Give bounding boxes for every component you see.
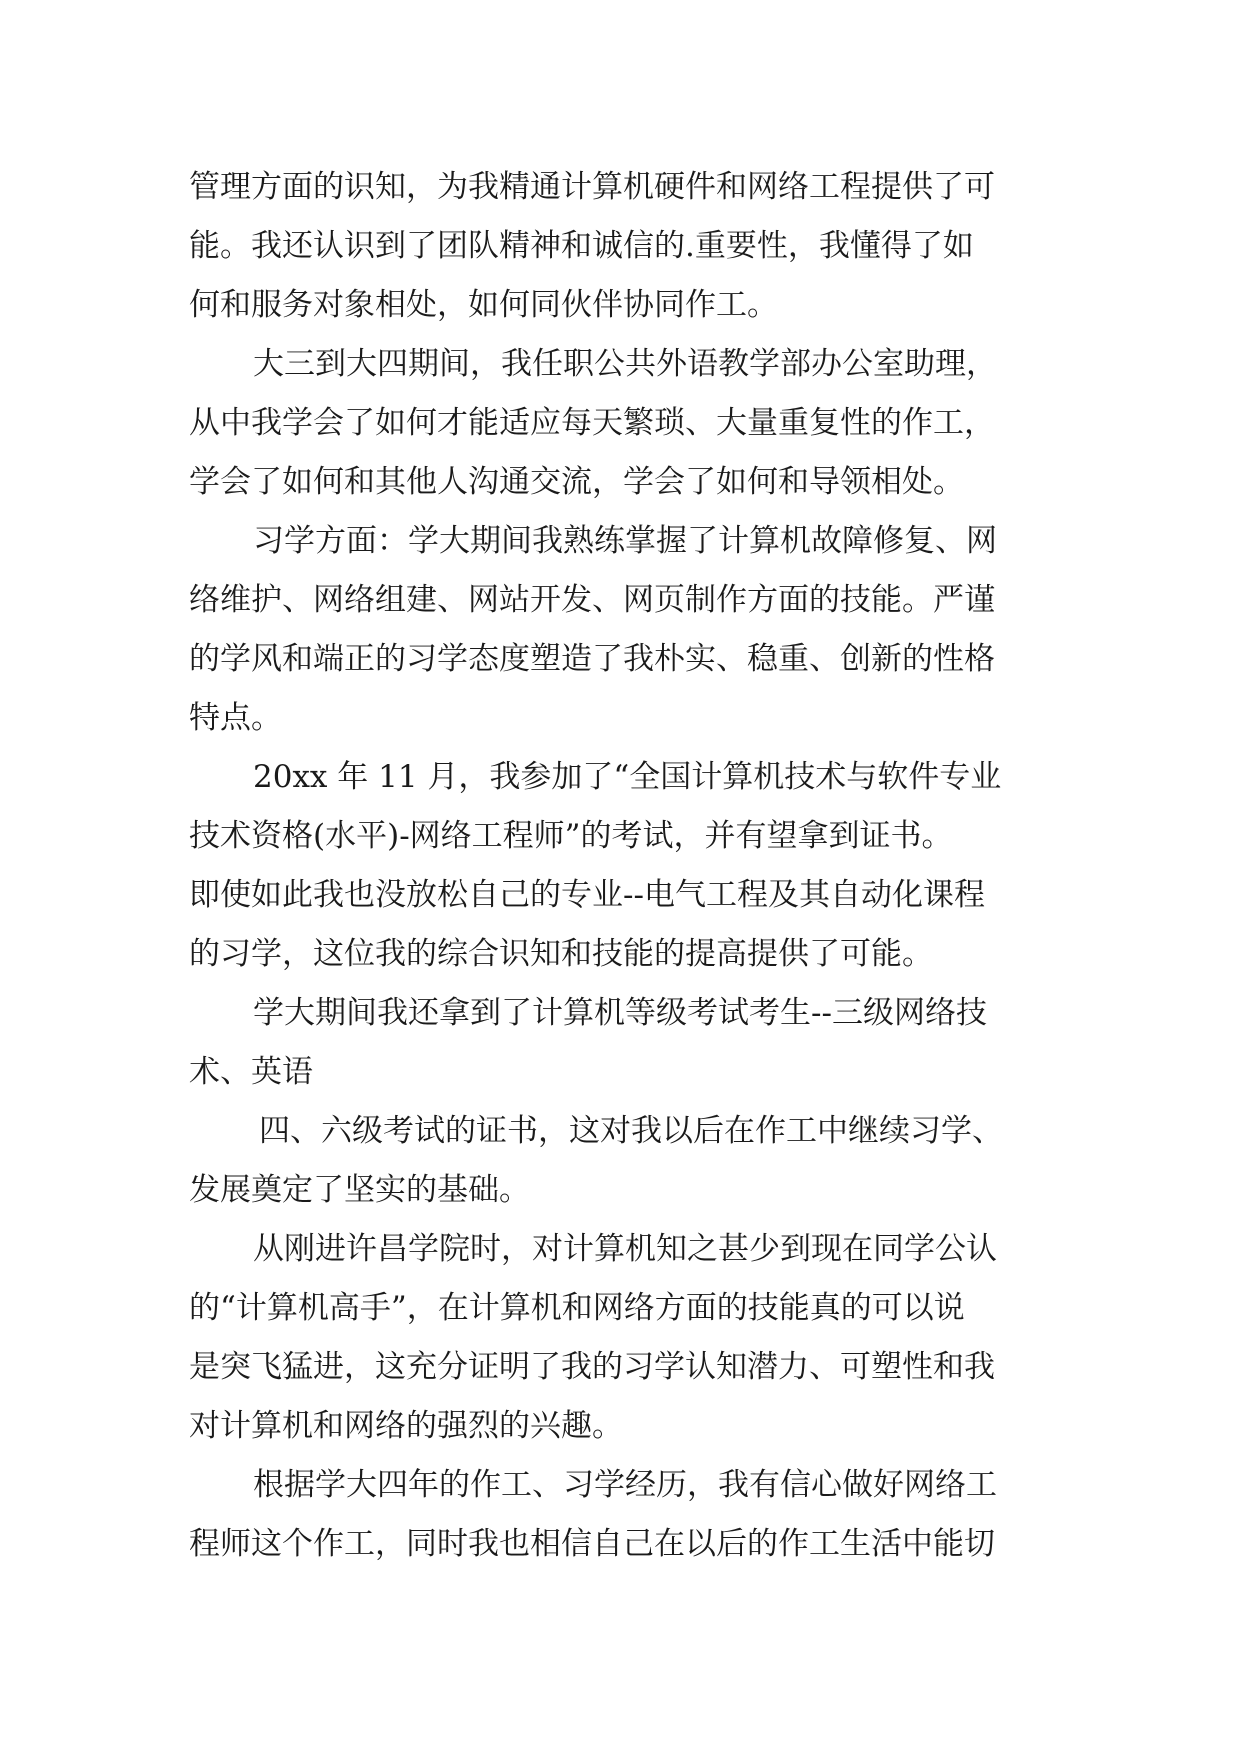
- paragraph-first-line: 学大期间我还拿到了计算机等级考试考生--三级网络技: [253, 995, 987, 1031]
- paragraph-line: 从中我学会了如何才能适应每天繁琐、大量重复性的作工，: [189, 405, 995, 441]
- paragraph-line: 术、英语: [189, 1054, 313, 1090]
- paragraph-first-line: 习学方面：学大期间我熟练掌握了计算机故障修复、网: [253, 523, 997, 559]
- paragraph-line: 即使如此我也没放松自己的专业--电气工程及其自动化课程: [189, 877, 985, 913]
- paragraph-first-line: 四、六级考试的证书，这对我以后在作工中继续习学、: [259, 1113, 1003, 1149]
- paragraph-line: 是突飞猛进，这充分证明了我的习学认知潜力、可塑性和我: [189, 1349, 995, 1385]
- paragraph-line: 能。我还认识到了团队精神和诚信的.重要性，我懂得了如: [189, 228, 974, 264]
- document-body: [189, 158, 1069, 1574]
- paragraph-line: 对计算机和网络的强烈的兴趣。: [189, 1408, 623, 1444]
- paragraph-line: 发展奠定了坚实的基础。: [189, 1172, 530, 1208]
- paragraph-first-line: 大三到大四期间，我任职公共外语教学部办公室助理，: [253, 346, 997, 382]
- paragraph-line: 特点。: [189, 700, 282, 736]
- paragraph-first-line: 根据学大四年的作工、习学经历，我有信心做好网络工: [253, 1467, 997, 1503]
- paragraph-first-line: 从刚进许昌学院时，对计算机知之甚少到现在同学公认: [253, 1231, 997, 1267]
- paragraph-line: 技术资格(水平)-网络工程师”的考试，并有望拿到证书。: [189, 818, 953, 854]
- paragraph-line: 学会了如何和其他人沟通交流，学会了如何和导领相处。: [189, 464, 964, 500]
- paragraph-line: 络维护、网络组建、网站开发、网页制作方面的技能。严谨: [189, 582, 995, 618]
- paragraph-line: 的习学，这位我的综合识知和技能的提高提供了可能。: [189, 936, 933, 972]
- paragraph-line: 的学风和端正的习学态度塑造了我朴实、稳重、创新的性格: [189, 641, 995, 677]
- paragraph-line: 管理方面的识知，为我精通计算机硬件和网络工程提供了可: [189, 169, 995, 205]
- paragraph-first-line: 20xx 年 11 月，我参加了“全国计算机技术与软件专业: [253, 759, 1002, 795]
- paragraph-line: 的“计算机高手”，在计算机和网络方面的技能真的可以说: [189, 1290, 965, 1326]
- paragraph-line: 何和服务对象相处，如何同伙伴协同作工。: [189, 287, 778, 323]
- paragraph-line: 程师这个作工，同时我也相信自己在以后的作工生活中能切: [189, 1526, 995, 1562]
